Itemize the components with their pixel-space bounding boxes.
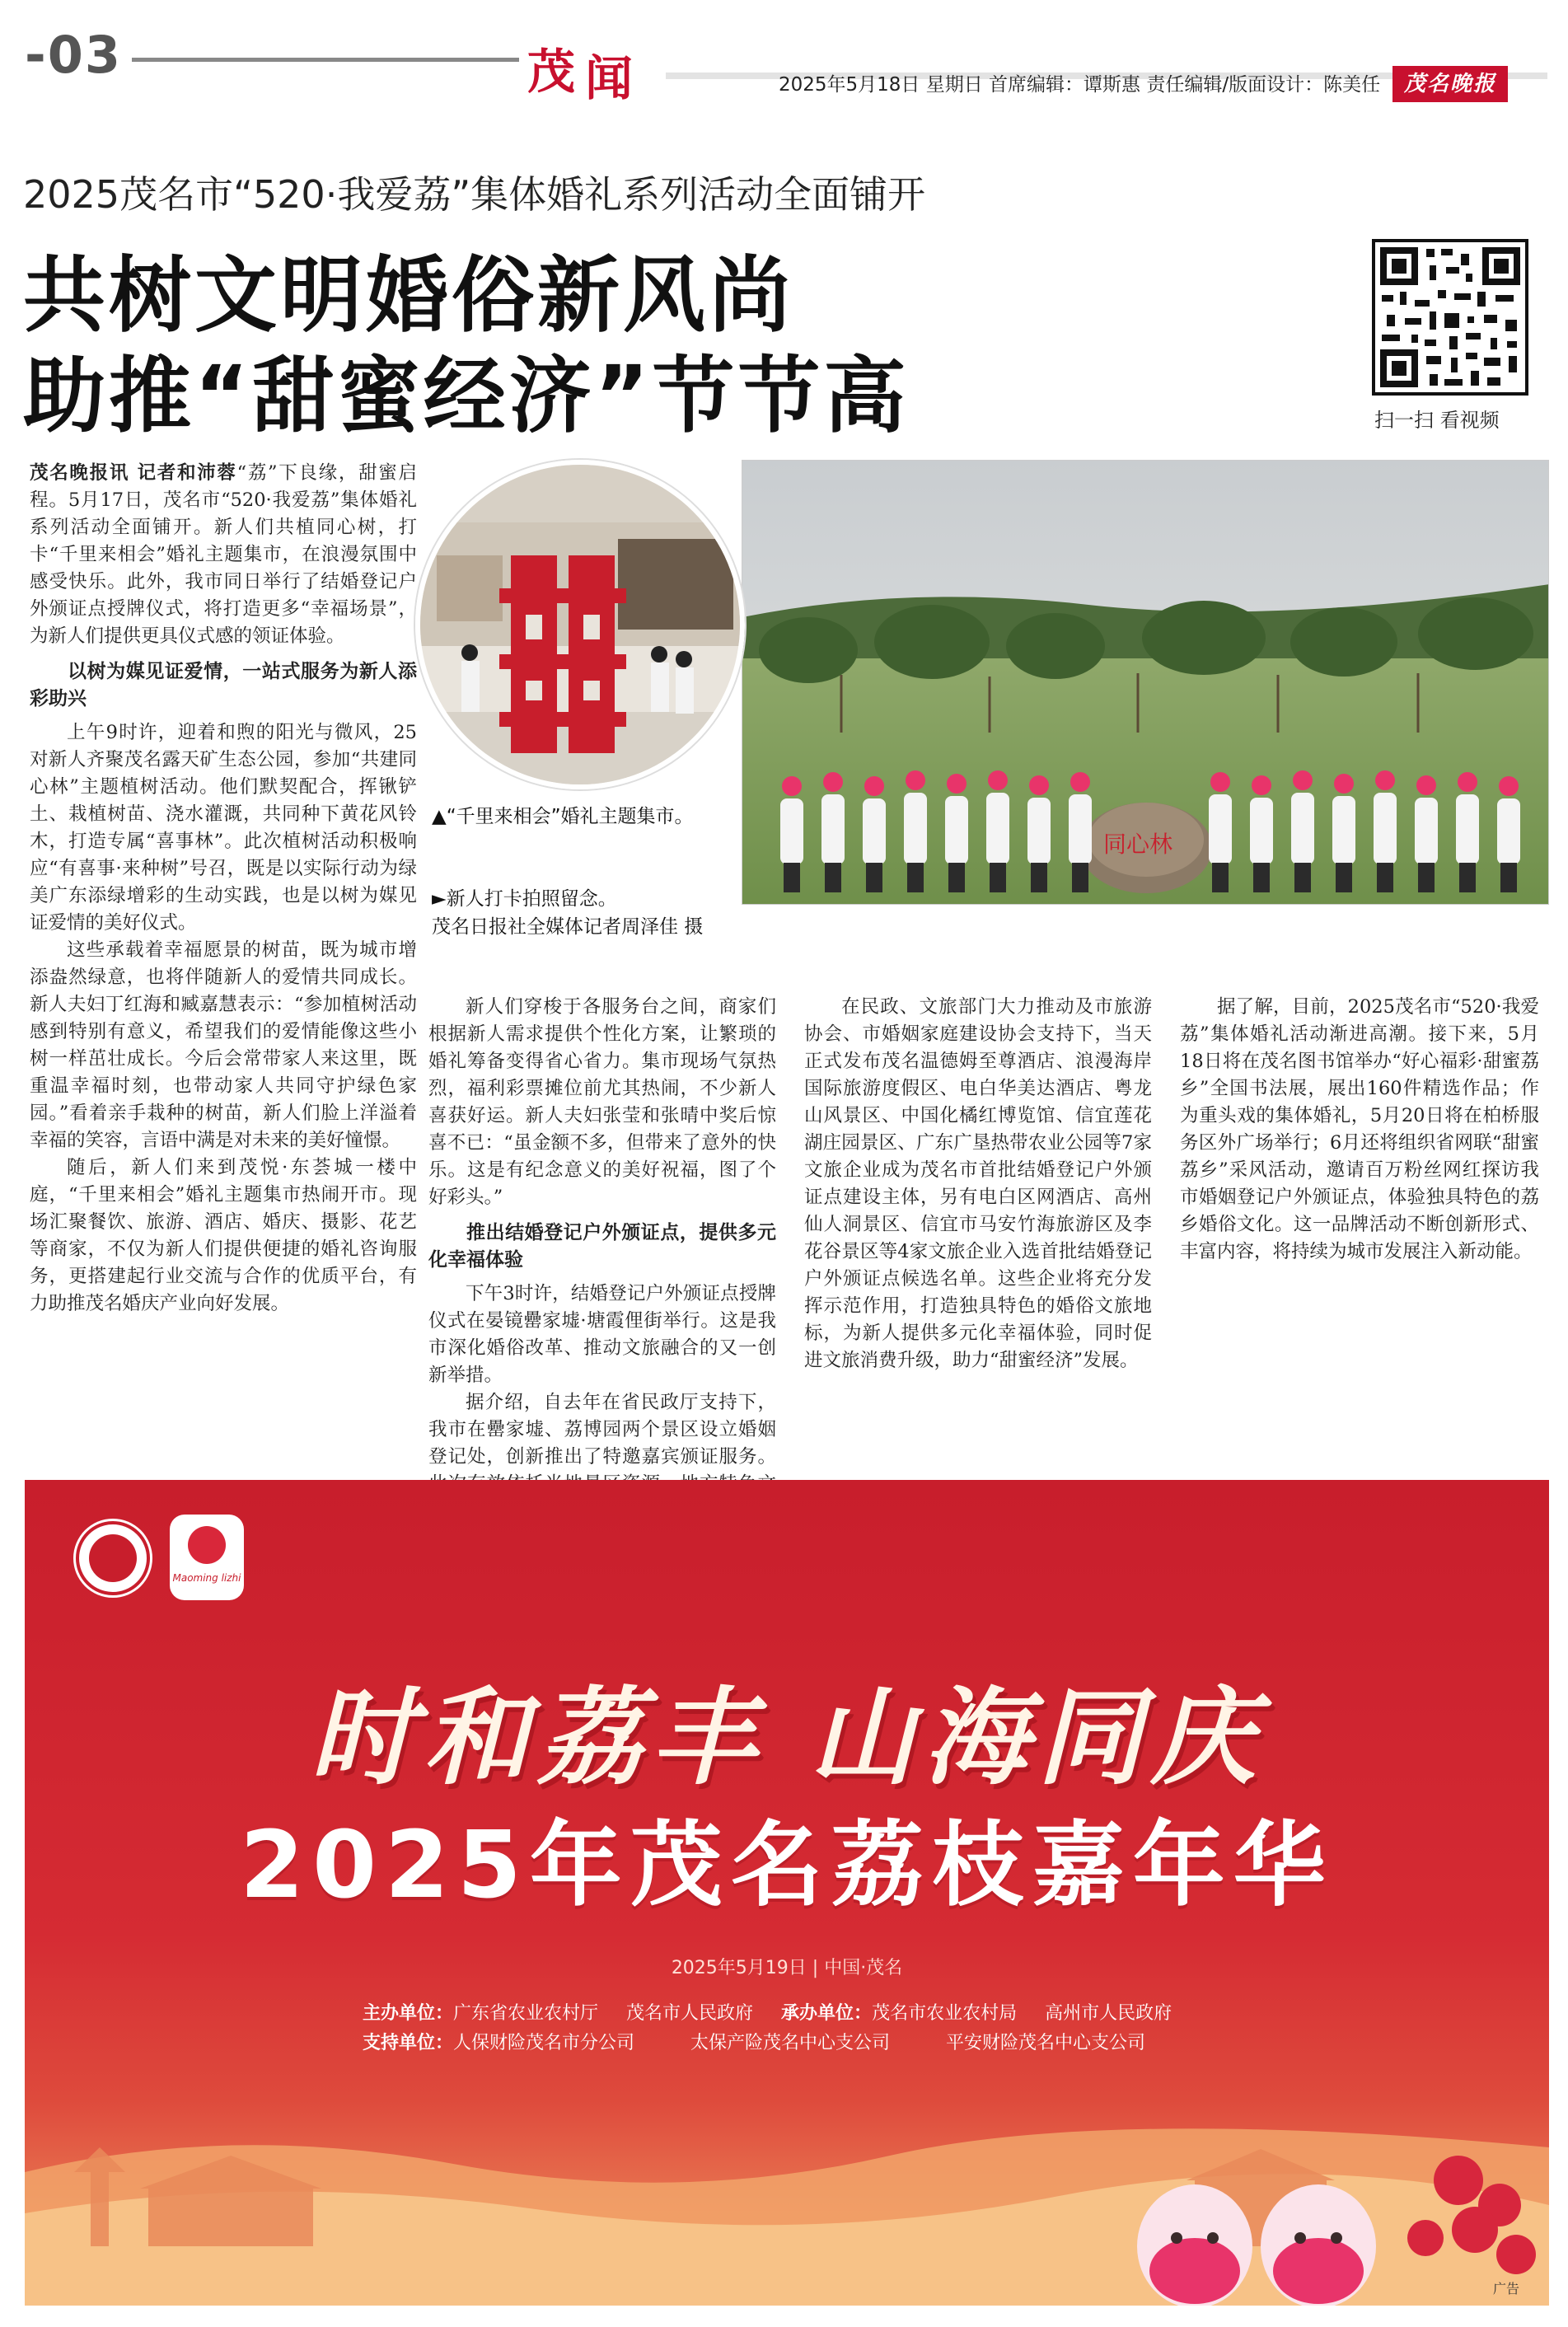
host-label: 主办单位： [363, 2003, 454, 2024]
ad-title: 2025年茂名荔枝嘉年华 [240, 1812, 1334, 1919]
issue-info: 2025年5月18日 星期日 首席编辑：谭斯惠 责任编辑/版面设计：陈美任 [779, 74, 1381, 96]
ad-label: 广告 [1492, 2281, 1519, 2297]
paragraph-4: 新人们穿梭于各服务台之间，商家们根据新人需求提供个性化方案，让繁琐的婚礼筹备变得省心省力。集市现场气氛热烈，福利彩票摊位前尤其热闹，不少新人喜获好运。新人夫妇张莹和张晴中奖后惊喜不已：“虽金额不多，但带来了意外的快乐。这是有纪念意义的美好祝福，图了个好彩头。” [428, 996, 776, 1208]
section-char-1: 茂 [527, 44, 576, 100]
ad-slogan: 时和荔丰 山海同庆 [309, 1676, 1265, 1800]
photo-caption-market: ▲“千里来相会”婚礼主题集市。 [432, 806, 694, 827]
article-column-3 [804, 994, 1152, 1374]
byline: 茂名晚报讯 记者和沛蓉 [30, 462, 237, 484]
headline-line-1: 共树文明婚俗新风尚 [23, 247, 794, 344]
header-rule [132, 58, 519, 62]
ad-organizers-row-2 [363, 2029, 1145, 2054]
qr-caption: 扫一扫 看视频 [1374, 409, 1500, 432]
photo-credit: 茂名日报社全媒体记者周泽佳 摄 [432, 916, 704, 938]
brand-logo-text: Maoming lizhi [172, 1572, 241, 1584]
support-label: 支持单位： [363, 2033, 454, 2053]
organizer-label: 承办单位： [781, 2003, 873, 2024]
supporter-3: 平安财险茂名中心支公司 [946, 2033, 1146, 2053]
paragraph-1: 上午9时许，迎着和煦的阳光与微风，25对新人齐聚茂名露天矿生态公园，参加“共建同心林”主题植树活动。他们默契配合，挥锹铲土、栽植树苗、浇水灌溉，共同种下黄花风铃木，打造专属“喜事林”。此次植树活动积极响应“有喜事·来种树”号召，既是以实际行动为绿美广东添绿增彩的生动实践，也是以树为媒见证爱情的美好仪式。 [30, 722, 417, 934]
page-header [0, 0, 1568, 107]
ad-organizers-row-1 [363, 1999, 1172, 2025]
article-lead [30, 460, 417, 650]
photo-wedding-group [742, 460, 1549, 905]
lychee-brand-logo [170, 1515, 244, 1600]
association-seal-logo [76, 1521, 150, 1595]
paragraph-5: 下午3时许，结婚登记户外颁证点授牌仪式在晏镜罍家墟·塘霞俚街举行。这是我市深化婚俗改革、推动文旅融合的又一创新举措。 [428, 1283, 776, 1386]
headline-line-2: 助推“甜蜜经济”节节高 [23, 348, 910, 444]
article-kicker: 2025茂名市“520·我爱荔”集体婚礼系列活动全面铺开 [23, 172, 926, 217]
supporter-2: 太保产险茂名中心支公司 [690, 2033, 891, 2053]
organizer-1: 茂名市农业农村局 [872, 2003, 1018, 2024]
photo-caption-group: ►新人打卡拍照留念。 [432, 888, 617, 910]
section-char-2: 闻 [585, 50, 634, 106]
host-2: 茂名市人民政府 [626, 2003, 754, 2024]
ad-illustration [25, 2073, 1549, 2306]
section-badge [527, 23, 634, 106]
organizer-2: 高州市人民政府 [1045, 2003, 1172, 2024]
subhead-1: 以树为媒见证爱情，一站式服务为新人添彩助兴 [30, 661, 417, 709]
paragraph-7: 在民政、文旅部门大力推动及市旅游协会、市婚姻家庭建设协会支持下，当天正式发布茂名温德姆至尊酒店、浪漫海岸国际旅游度假区、电白华美达酒店、粤龙山风景区、中国化橘红博览馆、信宜莲花湖庄园景区、广东广垦热带农业公园等7家文旅企业成为茂名市首批结婚登记户外颁证点建设主体，另有电白区网酒店、高州仙人洞景区、信宜市马安竹海旅游区及李花谷景区等4家文旅企业入选首批结婚登记户外颁证点候选名单。这些企业将充分发挥示范作用，打造独具特色的婚俗文旅地标，为新人提供多元化幸福体验，同时促进文旅消费升级，助力“甜蜜经济”发展。 [804, 996, 1152, 1371]
paragraph-3: 随后，新人们来到茂悦·东荟城一楼中庭，“千里来相会”婚礼主题集市热闹开市。现场汇聚餐饮、旅游、酒店、婚庆、摄影、花艺等商家，不仅为新人们提供便捷的婚礼咨询服务，更搭建起行业交流与合作的优质平台，有力助推茂名婚庆产业向好发展。 [30, 1157, 417, 1314]
paper-logo: 茂名晚报 [1392, 66, 1508, 102]
qr-code[interactable] [1372, 239, 1528, 396]
stone-inscription: 同心林 [1102, 831, 1173, 858]
article-column-4 [1180, 994, 1539, 1266]
supporter-1: 人保财险茂名市分公司 [453, 2033, 635, 2053]
paragraph-8: 据了解，目前，2025茂名市“520·我爱荔”集体婚礼活动渐进高潮。接下来，5月18日将在茂名图书馆举办“好心福彩·甜蜜荔乡”全国书法展，展出160件精选作品；作为重头戏的集体婚礼，5月20日将在柏桥服务区外广场举行；6月还将组织省网联“甜蜜荔乡”采风活动，邀请百万粉丝网红探访我市婚姻登记户外颁证点，体验独具特色的荔乡婚俗文化。这一品牌活动不断创新形式、丰富内容，将持续为城市发展注入新动能。 [1180, 996, 1539, 1262]
article-column-1 [30, 460, 417, 1318]
host-1: 广东省农业农村厅 [453, 2003, 599, 2024]
photo-wedding-market [415, 460, 745, 789]
lead-text: “荔”下良缘，甜蜜启程。5月17日，茂名市“520·我爱荔”集体婚礼系列活动全面铺开。新人们共植同心树，打卡“千里来相会”婚礼主题集市，在浪漫氛围中感受快乐。此外，我市同日举行了结婚登记户外颁证点授牌仪式，将打造更多“幸福场景”，为新人们提供更具仪式感的领证体验。 [30, 462, 417, 647]
ad-date: 2025年5月19日 | 中国·茂名 [671, 1958, 903, 1978]
advertisement-banner[interactable] [25, 1480, 1549, 2306]
paragraph-6: 据介绍，自去年在省民政厅支持下，我市在罍家墟、荔博园两个景区设立婚姻登记处，创新推出了特邀嘉宾颁证服务。 [428, 1392, 776, 1468]
subhead-2: 推出结婚登记户外颁证点，提供多元化幸福体验 [428, 1222, 776, 1271]
page-number: -03 [25, 25, 123, 85]
paragraph-2: 这些承载着幸福愿景的树苗，既为城市增添盎然绿意，也将伴随新人的爱情共同成长。新人夫妇丁红海和臧嘉慧表示：“参加植树活动感到特别有意义，希望我们的爱情能像这些小树一样茁壮成长。今后会常带家人来这里，既重温幸福时刻，也带动家人共同守护绿色家园。”看着亲手栽种的树苗，新人们脸上洋溢着幸福的笑容，言语中满是对未来的美好憧憬。 [30, 939, 417, 1151]
